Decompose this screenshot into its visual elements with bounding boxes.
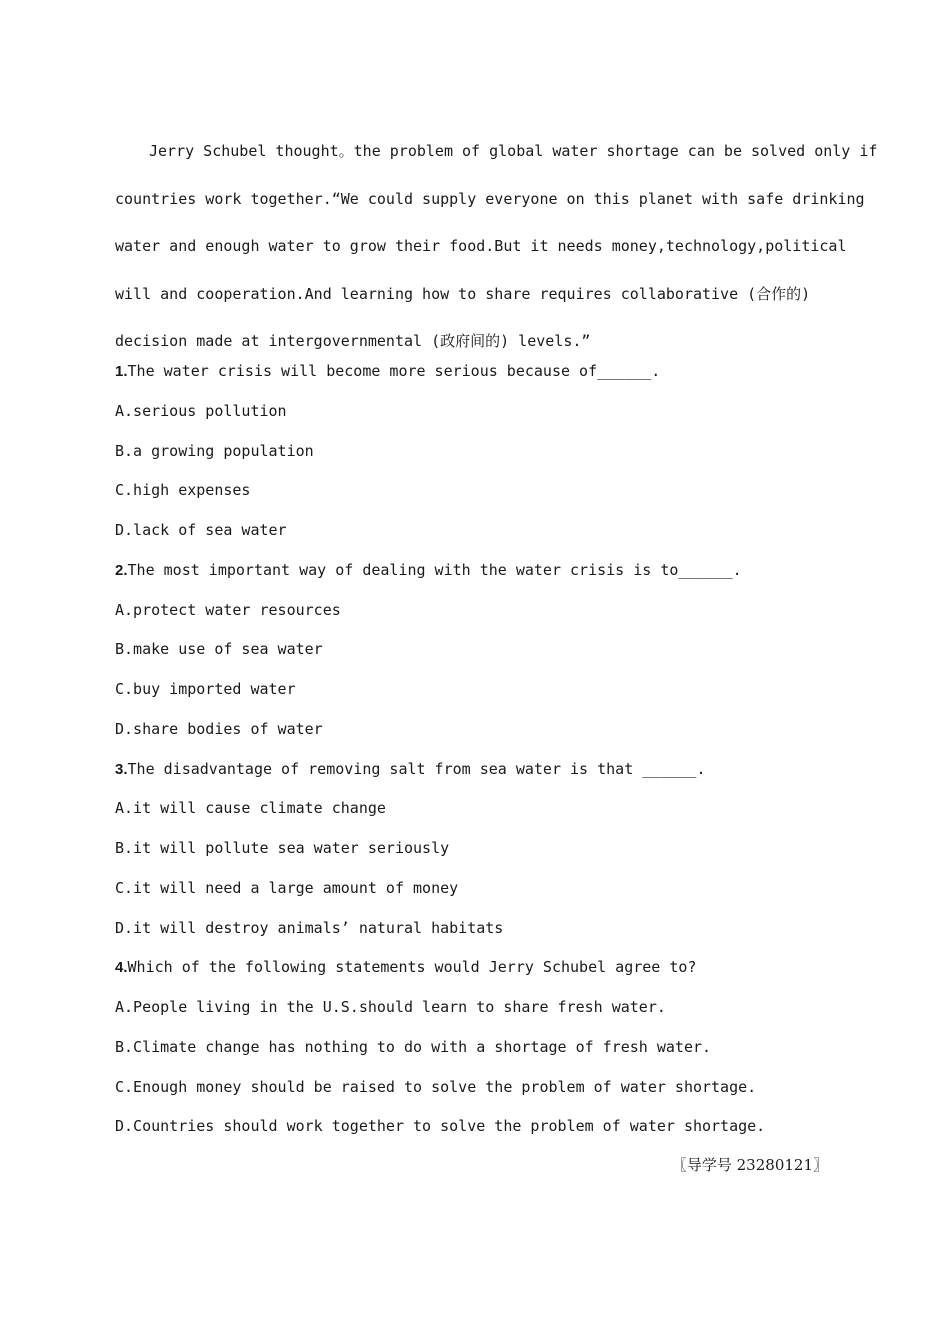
question-number: 2. xyxy=(115,561,128,579)
option-b: B.a growing population xyxy=(115,441,314,460)
option-d: D.lack of sea water xyxy=(115,521,287,539)
question-1 xyxy=(115,359,835,558)
question-4 xyxy=(115,955,835,1154)
question-stem xyxy=(115,757,835,797)
option-a: A.People living in the U.S.should learn to share fresh water. xyxy=(115,998,666,1016)
question-number: 4. xyxy=(115,959,128,977)
passage-line: countries work together.“We could supply everyone on this planet with safe drinking xyxy=(115,189,865,208)
option-b: B.Climate change has nothing to do with a shortage of fresh water. xyxy=(115,1037,712,1056)
question-stem xyxy=(115,955,835,995)
option-b: B.make use of sea water xyxy=(115,640,323,659)
question-stem xyxy=(115,359,835,399)
question-3 xyxy=(115,757,835,956)
option-c: C.high expenses xyxy=(115,481,251,500)
option-c: C.it will need a large amount of money xyxy=(115,878,459,897)
question-text: The most important way of dealing with the water crisis is to______. xyxy=(127,560,742,579)
reading-passage xyxy=(115,128,878,366)
option-d: D.it will destroy animals’ natural habitats xyxy=(115,918,504,937)
option-a: A.protect water resources xyxy=(115,600,341,619)
guide-number-code: 〖导学号 23280121〗 xyxy=(671,1156,828,1174)
passage-line: Jerry Schubel thought。the problem of global water shortage can be solved only if xyxy=(149,142,878,160)
question-text: The disadvantage of removing salt from sea water is that ______. xyxy=(127,759,706,778)
question-stem xyxy=(115,558,835,598)
option-a: A.it will cause climate change xyxy=(115,799,386,818)
question-text: Which of the following statements would Jerry Schubel agree to? xyxy=(127,958,697,977)
option-d: D.share bodies of water xyxy=(115,719,323,738)
question-number: 3. xyxy=(115,760,128,778)
option-a: A.serious pollution xyxy=(115,401,287,420)
option-c: C.buy imported water xyxy=(115,680,296,698)
question-text: The water crisis will become more serious because of______. xyxy=(127,362,661,380)
option-b: B.it will pollute sea water seriously xyxy=(115,839,450,857)
question-number: 1. xyxy=(115,363,128,380)
passage-line: decision made at intergovernmental (政府间的) levels.” xyxy=(115,332,591,350)
option-d: D.Countries should work together to solve the problem of water shortage. xyxy=(115,1117,766,1136)
question-list xyxy=(115,359,835,1154)
option-c: C.Enough money should be raised to solve the problem of water shortage. xyxy=(115,1077,757,1096)
passage-line: will and cooperation.And learning how to share requires collaborative (合作的) xyxy=(115,284,811,303)
passage-line: water and enough water to grow their food.But it needs money,technology,political xyxy=(115,237,847,255)
question-2 xyxy=(115,558,835,757)
